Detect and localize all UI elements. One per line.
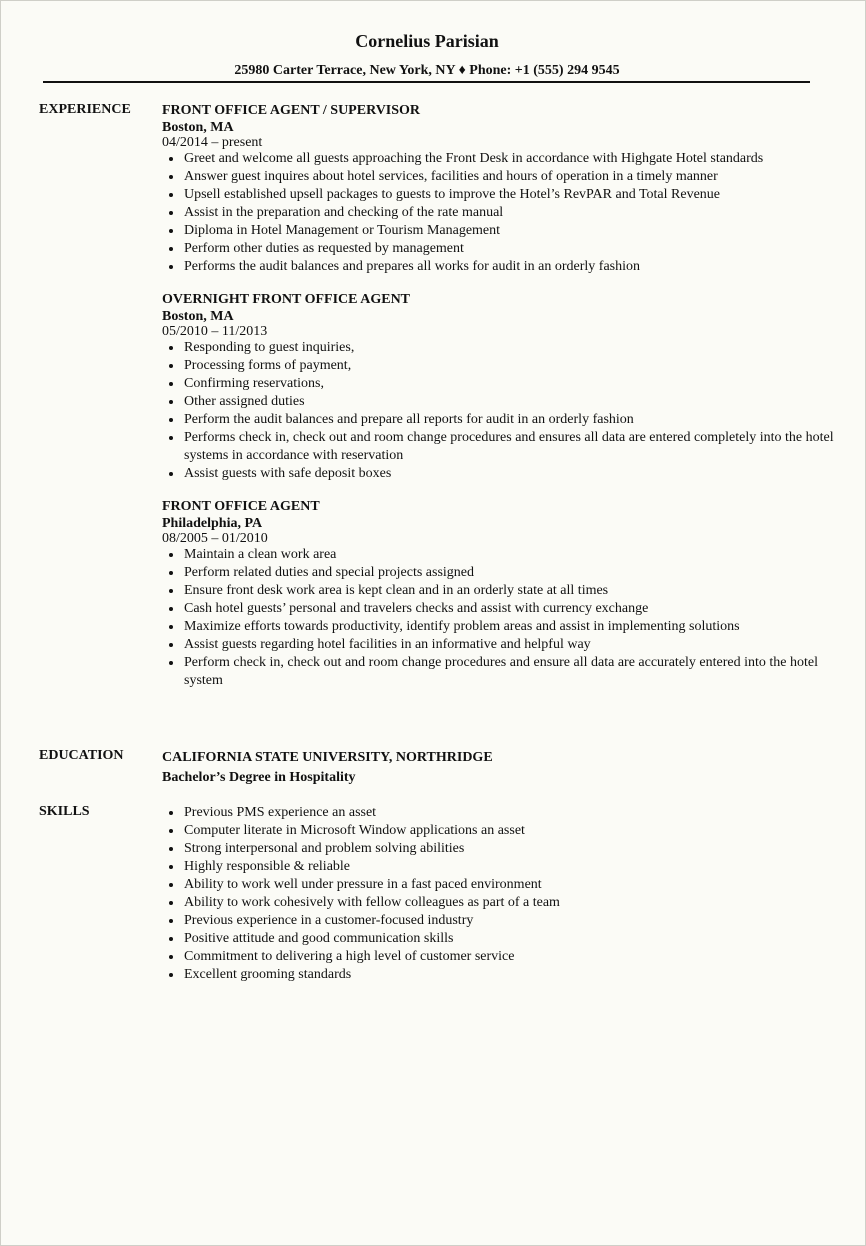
job-dates: 08/2005 – 01/2010	[162, 531, 268, 546]
skills-list-wrap	[162, 804, 842, 984]
skill-item: Highly responsible & reliable	[162, 858, 842, 876]
duty-item: Responding to guest inquiries,	[162, 339, 842, 357]
duty-item: Upsell established upsell packages to guests to improve the Hotel’s RevPAR and Total Revenue	[162, 186, 842, 204]
skill-item: Computer literate in Microsoft Window applications an asset	[162, 822, 842, 840]
education-heading: EDUCATION	[39, 748, 124, 763]
skill-item: Ability to work cohesively with fellow colleagues as part of a team	[162, 894, 842, 912]
duty-item: Performs check in, check out and room change procedures and ensures all data are entered completely into the hotel systems in accordance with reservation	[162, 429, 842, 465]
job-entry	[162, 291, 842, 483]
skill-item: Previous experience in a customer-focused industry	[162, 912, 842, 930]
skill-item: Excellent grooming standards	[162, 966, 842, 984]
job-title: FRONT OFFICE AGENT	[162, 499, 320, 514]
duty-item: Cash hotel guests’ personal and travelers checks and assist with currency exchange	[162, 600, 842, 618]
duty-item: Assist in the preparation and checking of the rate manual	[162, 204, 842, 222]
duty-item: Ensure front desk work area is kept clean and in an orderly state at all times	[162, 582, 842, 600]
degree-name: Bachelor’s Degree in Hospitality	[162, 770, 356, 785]
job-title: OVERNIGHT FRONT OFFICE AGENT	[162, 292, 411, 307]
skill-item: Positive attitude and good communication skills	[162, 930, 842, 948]
skill-item: Commitment to delivering a high level of customer service	[162, 948, 842, 966]
duty-item: Maximize efforts towards productivity, identify problem areas and assist in implementing solutions	[162, 618, 842, 636]
duty-item: Perform other duties as requested by management	[162, 240, 842, 258]
job-entry	[162, 498, 842, 690]
duty-item: Processing forms of payment,	[162, 357, 842, 375]
job-location: Philadelphia, PA	[162, 516, 263, 531]
duty-item: Maintain a clean work area	[162, 546, 842, 564]
skill-item: Strong interpersonal and problem solving abilities	[162, 840, 842, 858]
header-divider	[43, 81, 810, 83]
candidate-name: Cornelius Parisian	[355, 31, 499, 51]
experience-heading: EXPERIENCE	[39, 102, 131, 117]
duty-item: Greet and welcome all guests approaching the Front Desk in accordance with Highgate Hotel standards	[162, 150, 842, 168]
job-duties	[162, 546, 842, 690]
job-duties	[162, 150, 842, 276]
duty-item: Performs the audit balances and prepares all works for audit in an orderly fashion	[162, 258, 842, 276]
duty-item: Assist guests regarding hotel facilities in an informative and helpful way	[162, 636, 842, 654]
duty-item: Confirming reservations,	[162, 375, 842, 393]
job-dates: 05/2010 – 11/2013	[162, 324, 268, 339]
duty-item: Perform check in, check out and room change procedures and ensure all data are accurately entered into the hotel system	[162, 654, 842, 690]
job-duties	[162, 339, 842, 483]
school-name: CALIFORNIA STATE UNIVERSITY, NORTHRIDGE	[162, 750, 493, 765]
duty-item: Other assigned duties	[162, 393, 842, 411]
experience-list	[162, 102, 842, 705]
job-entry	[162, 102, 842, 276]
education-entry	[162, 748, 842, 788]
contact-line: 25980 Carter Terrace, New York, NY ♦ Phone: +1 (555) 294 9545	[234, 63, 620, 78]
job-location: Boston, MA	[162, 120, 234, 135]
skill-item: Ability to work well under pressure in a fast paced environment	[162, 876, 842, 894]
duty-item: Diploma in Hotel Management or Tourism Management	[162, 222, 842, 240]
duty-item: Perform the audit balances and prepare all reports for audit in an orderly fashion	[162, 411, 842, 429]
job-dates: 04/2014 – present	[162, 135, 263, 150]
duty-item: Answer guest inquires about hotel services, facilities and hours of operation in a timely manner	[162, 168, 842, 186]
duty-item: Perform related duties and special projects assigned	[162, 564, 842, 582]
job-title: FRONT OFFICE AGENT / SUPERVISOR	[162, 103, 421, 118]
skill-item: Previous PMS experience an asset	[162, 804, 842, 822]
job-location: Boston, MA	[162, 309, 234, 324]
skills-heading: SKILLS	[39, 804, 90, 819]
duty-item: Assist guests with safe deposit boxes	[162, 465, 842, 483]
skills-list	[162, 804, 842, 984]
